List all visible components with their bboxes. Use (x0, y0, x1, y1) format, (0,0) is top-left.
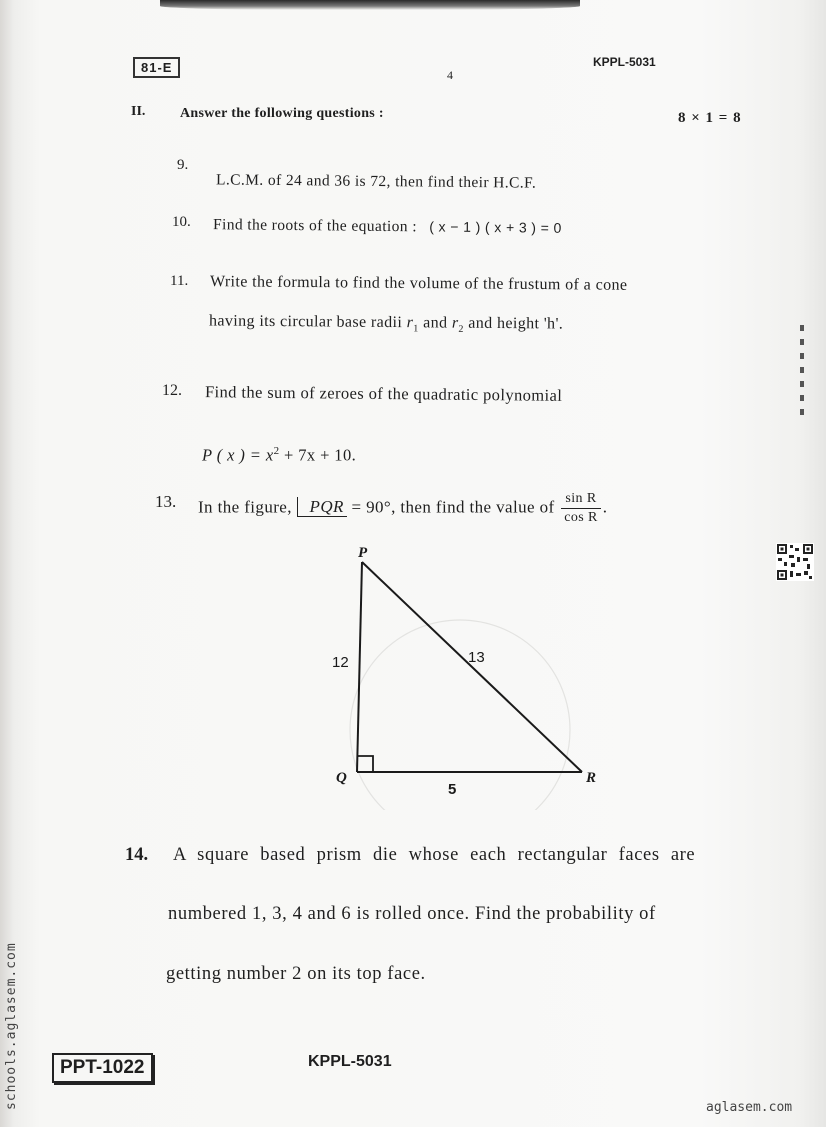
section-number: II. (131, 104, 146, 119)
question-14-number: 14. (125, 845, 149, 865)
edge-marks (800, 325, 804, 415)
side-pq-label: 12 (332, 654, 349, 671)
faint-bleed-circle (350, 620, 570, 810)
radius-subscript-1: 1 (413, 323, 419, 335)
footer-code-box: PPT-1022 (52, 1053, 153, 1083)
footer-paper-code: KPPL-5031 (308, 1053, 392, 1070)
side-qr-label: 5 (448, 781, 457, 798)
side-pr-label: 13 (468, 649, 485, 666)
question-12-number: 12. (162, 382, 182, 399)
radius-symbol-2: r (451, 314, 459, 332)
vertex-r-label: R (586, 770, 597, 786)
vertex-q-label: Q (336, 770, 347, 786)
question-10-number: 10. (172, 214, 191, 230)
fraction-numerator: sin R (561, 490, 601, 509)
polynomial-lhs: P ( x ) = x (202, 445, 274, 465)
question-13-text-start: In the figure, (198, 497, 292, 517)
question-9-number: 9. (177, 157, 189, 173)
sin-over-cos-fraction (561, 490, 601, 527)
question-14-line-1: A square based prism die whose each rectangular faces are (173, 845, 696, 865)
corner-watermark: aglasem.com (706, 1100, 793, 1115)
question-14-line-3: getting number 2 on its top face. (166, 964, 426, 984)
and-word: and (423, 314, 448, 332)
question-10-text: Find the roots of the equation : (212, 216, 418, 236)
section-title: Answer the following questions : (180, 106, 384, 121)
polynomial-exponent: 2 (273, 445, 280, 457)
scan-shadow (160, 0, 580, 10)
right-triangle-figure (320, 540, 610, 810)
polynomial-expression (202, 445, 356, 466)
question-11-line-2-start: having its circular base radii (208, 312, 403, 332)
paper-code-header: KPPL-5031 (593, 55, 656, 69)
question-13-number: 13. (155, 492, 177, 511)
page-number: 4 (447, 68, 453, 82)
side-pq (357, 562, 362, 772)
question-13-text-mid: = 90°, then find the value of (351, 497, 555, 517)
fraction-denominator: cos R (564, 510, 598, 525)
question-9-text: L.C.M. of 24 and 36 is 72, then find their H.C.F. (215, 171, 537, 192)
vertex-p-label: P (358, 545, 368, 561)
radius-subscript-2: 2 (458, 323, 464, 335)
question-11-number: 11. (170, 273, 189, 289)
question-11-line-2 (209, 312, 563, 335)
question-11-line-1: Write the formula to find the volume of the frustum of a cone (209, 273, 628, 294)
question-13-block (198, 490, 607, 527)
question-10-equation: ( x − 1 ) ( x + 3 ) = 0 (429, 218, 562, 236)
qr-code-icon (776, 543, 814, 581)
section-marks: 8 × 1 = 8 (678, 110, 742, 126)
polynomial-rhs: + 7x + 10. (279, 445, 357, 465)
question-12-text: Find the sum of zeroes of the quadratic polynomial (204, 382, 563, 405)
radius-symbol-1: r (406, 314, 414, 332)
side-pr (362, 562, 582, 772)
question-14-line-2: numbered 1, 3, 4 and 6 is rolled once. Find the probability of (168, 904, 656, 924)
question-13-period: . (602, 497, 608, 517)
question-10-block (213, 216, 562, 238)
subject-code-box: 81-E (133, 57, 180, 78)
question-11-line-2-end: and height 'h'. (468, 314, 564, 333)
angle-pqr: PQR (297, 497, 347, 517)
side-watermark: schools.aglasem.com (4, 942, 19, 1110)
right-angle-marker (357, 756, 373, 772)
